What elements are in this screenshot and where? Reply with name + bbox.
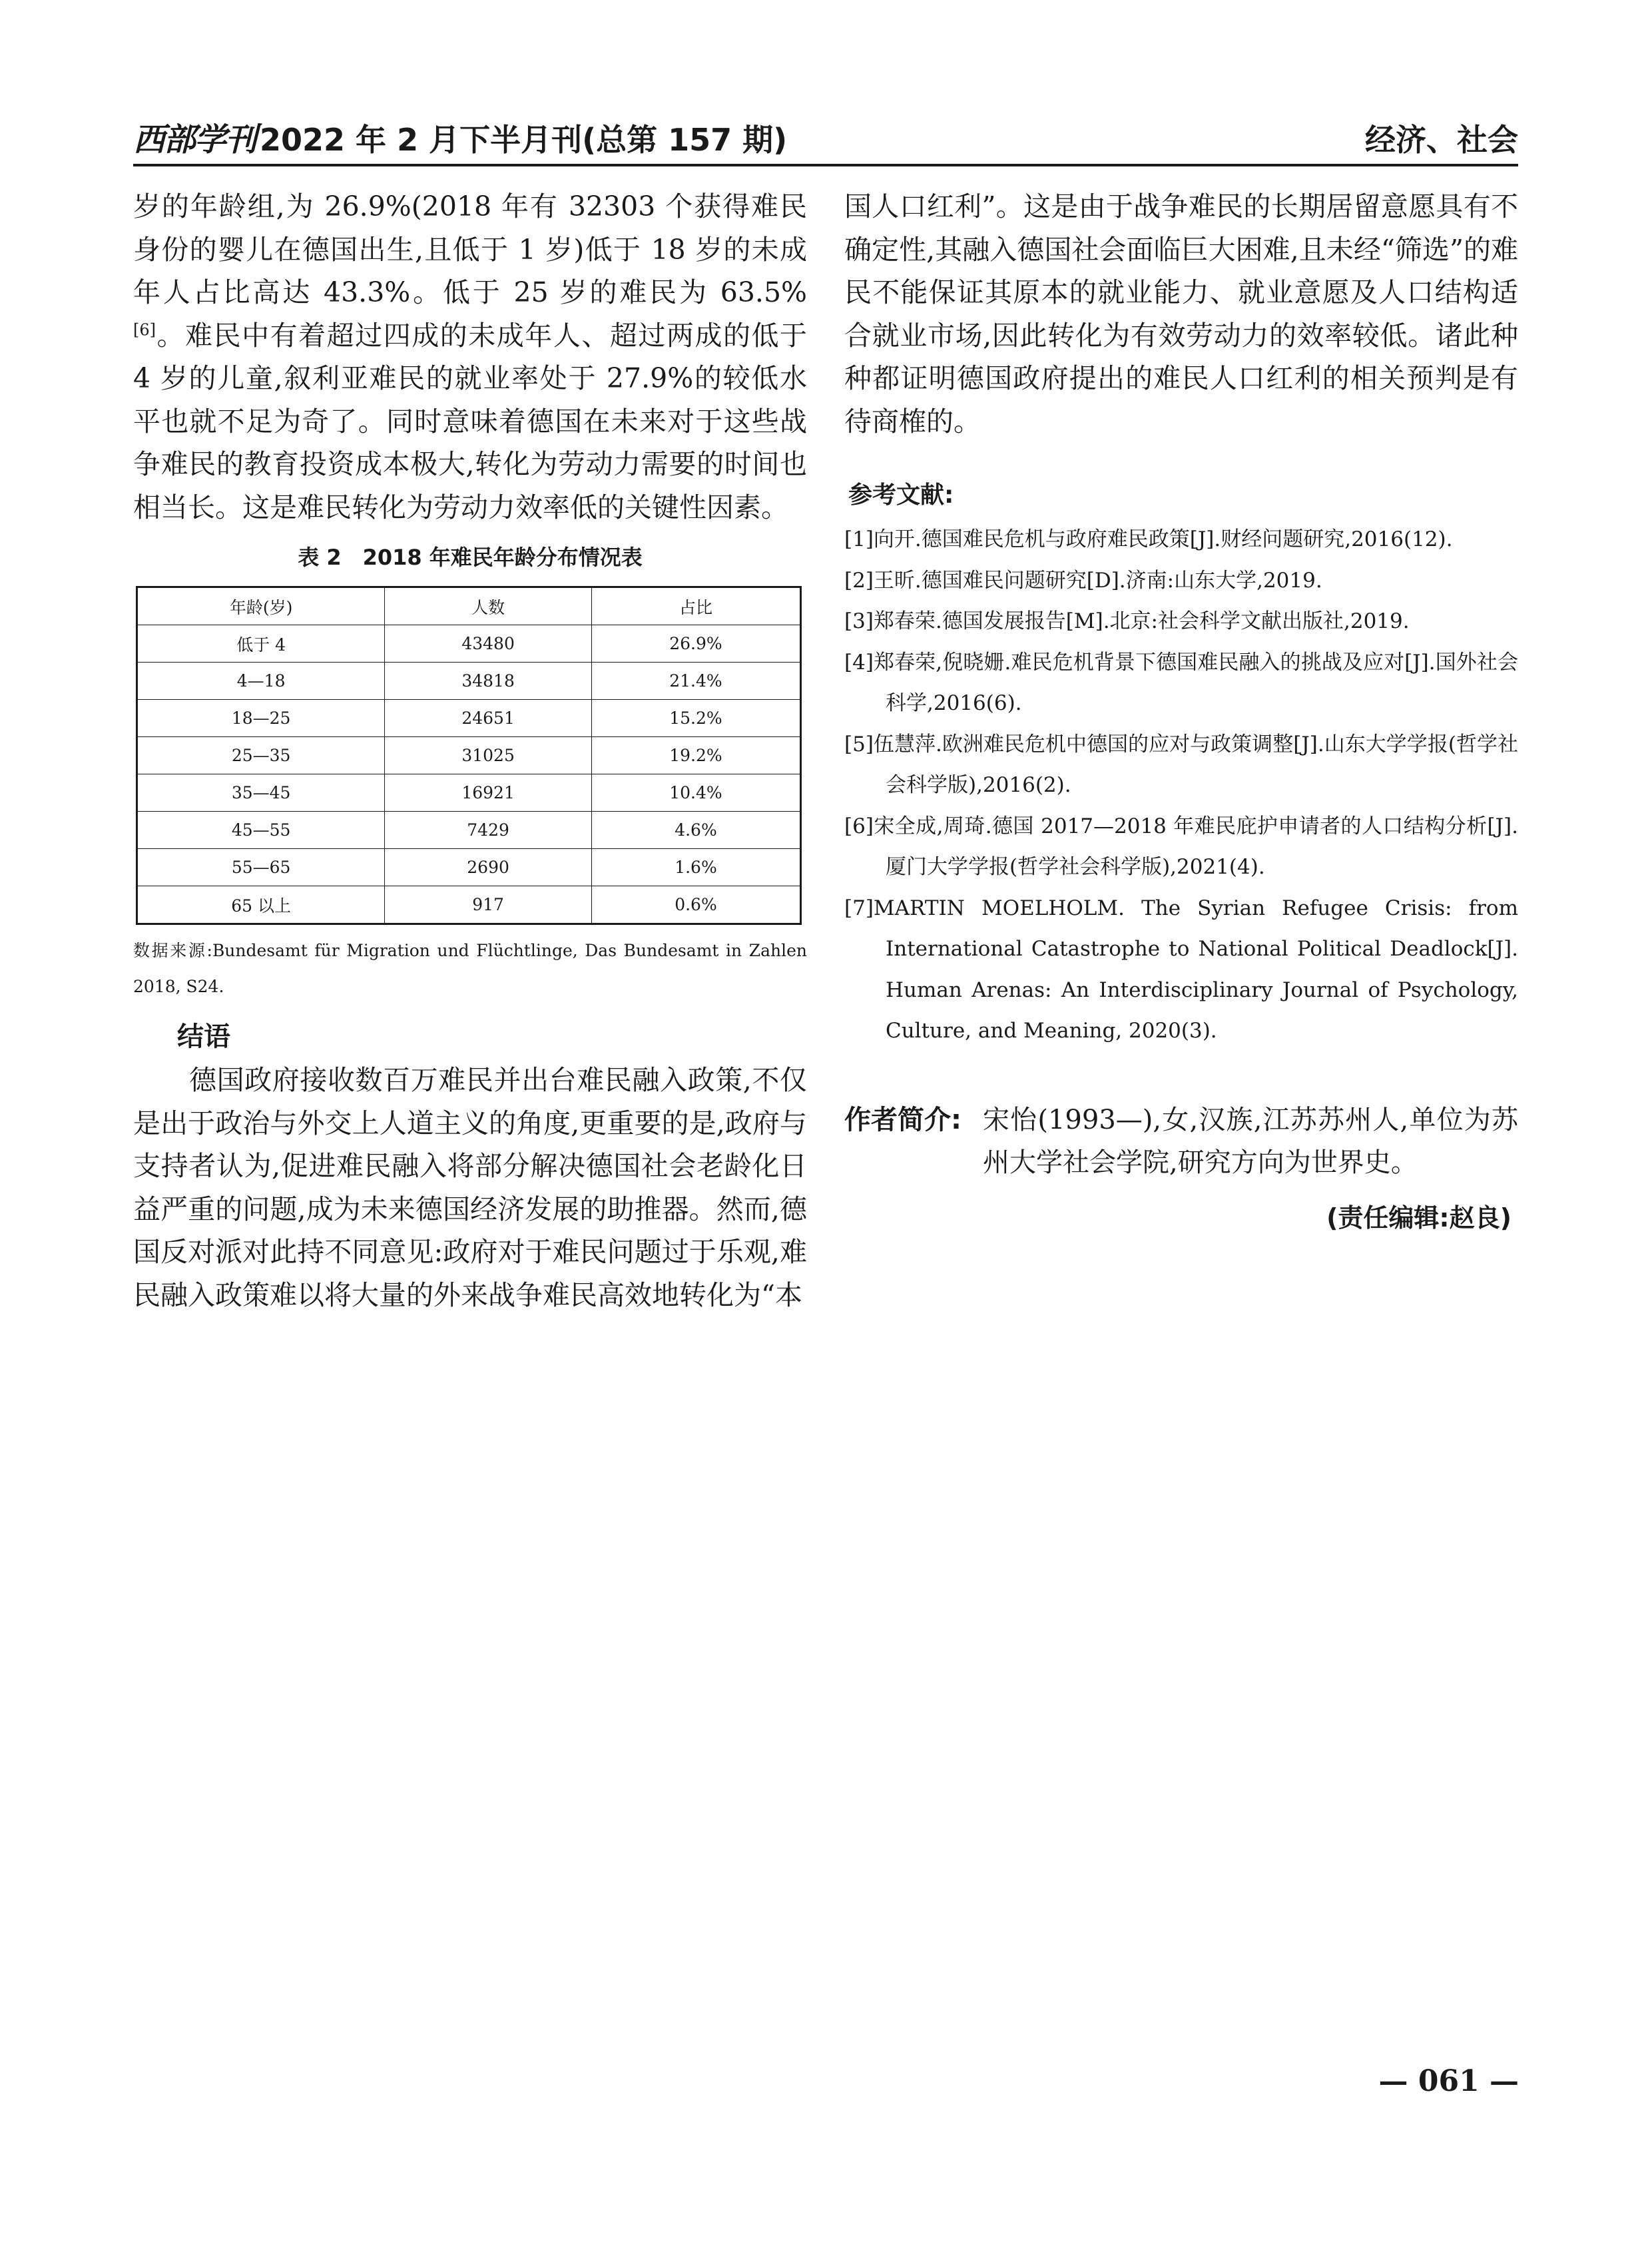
author-bio-label: 作者简介:: [844, 1104, 962, 1135]
table-cell: 2690: [385, 849, 592, 886]
table-cell: 10.4%: [591, 774, 800, 812]
responsible-editor: (责任编辑:赵良): [1326, 1203, 1512, 1233]
body-paragraph: 德国政府接收数百万难民并出台难民融入政策,不仅是出于政治与外交上人道主义的角度,更重要的是,政府与支持者认为,促进难民融入将部分解决德国社会老龄化日益严重的问题,成为未来德国经济发展的助推器。然而,德国反对派对此持不同意见:政府对于难民问题过于乐观,难民融入政策难以将大量的外来战争难民高效地转化为“本: [133, 1064, 807, 1311]
table-cell: 16921: [385, 774, 592, 812]
table-cell: 21.4%: [591, 663, 800, 700]
reference-item: [1]向开.德国难民危机与政府难民政策[J].财经问题研究,2016(12).: [844, 527, 1453, 551]
table-cell: 低于 4: [137, 625, 385, 663]
paragraph-text: 。难民中有着超过四成的未成年人、超过两成的低于 4 岁的儿童,叙利亚难民的就业率处于 27.9%的较低水平也就不足为奇了。同时意味着德国在未来对于这些战争难民的教育投资成本极大,转化为劳动力需要的时间也相当长。这是难民转化为劳动力效率低的关键性因素。: [133, 319, 807, 523]
author-bio: [844, 1099, 1518, 1184]
table-cell: 1.6%: [591, 849, 800, 886]
reference-item: [2]王昕.德国难民问题研究[D].济南:山东大学,2019.: [844, 568, 1322, 593]
table-cell: 7429: [385, 812, 592, 849]
table-source-note: 数据来源:Bundesamt für Migration und Flüchtlinge, Das Bundesamt in Zahlen 2018, S24.: [133, 941, 807, 996]
reference-item: [4]郑春荣,倪晓姗.难民危机背景下德国难民融入的挑战及应对[J].国外社会科学,2016(6).: [844, 650, 1518, 715]
table-cell: 917: [385, 886, 592, 924]
citation-mark[interactable]: [6]: [133, 320, 156, 339]
author-bio-text: 宋怡(1993—),女,汉族,江苏苏州人,单位为苏州大学社会学院,研究方向为世界史。: [983, 1104, 1518, 1178]
left-column: [133, 185, 807, 1316]
table-row: [137, 886, 801, 924]
reference-item: [3]郑春荣.德国发展报告[M].北京:社会科学文献出版社,2019.: [844, 609, 1410, 633]
paragraph-text: 岁的年龄组,为 26.9%(2018 年有 32303 个获得难民身份的婴儿在德国出生,且低于 1 岁)低于 18 岁的未成年人占比高达 43.3%。低于 25 岁的难民为 63.5%: [133, 190, 807, 308]
body-paragraph: [133, 185, 807, 529]
table-cell: 15.2%: [591, 700, 800, 737]
table-cell: 19.2%: [591, 737, 800, 774]
column-header: 占比: [591, 587, 800, 625]
table-row: [137, 812, 801, 849]
table-row: [137, 625, 801, 663]
table-cell: 34818: [385, 663, 592, 700]
table-cell: 25—35: [137, 737, 385, 774]
table-row: [137, 663, 801, 700]
table-cell: 4.6%: [591, 812, 800, 849]
section-title: 经济、社会: [1365, 122, 1518, 158]
header-left: [133, 114, 787, 160]
page-header: [133, 113, 1518, 166]
right-column: [844, 185, 1518, 1234]
table-row: [137, 774, 801, 812]
page-number: — 061 —: [1378, 2064, 1519, 2098]
table-cell: 0.6%: [591, 886, 800, 924]
table-cell: 45—55: [137, 812, 385, 849]
table-row: [137, 849, 801, 886]
table-cell: 26.9%: [591, 625, 800, 663]
table-cell: 4—18: [137, 663, 385, 700]
age-distribution-table: [136, 586, 802, 925]
journal-logo: 西部学刊: [133, 121, 256, 158]
table-row: [137, 737, 801, 774]
issue-info: 2022 年 2 月下半月刊(总第 157 期): [260, 122, 788, 158]
table-cell: 24651: [385, 700, 592, 737]
table-header-row: [137, 587, 801, 625]
table-cell: 65 以上: [137, 886, 385, 924]
reference-item: [6]宋全成,周琦.德国 2017—2018 年难民庇护申请者的人口结构分析[J].厦门大学学报(哲学社会科学版),2021(4).: [844, 814, 1518, 879]
table-cell: 43480: [385, 625, 592, 663]
column-header: 人数: [385, 587, 592, 625]
references-title: 参考文献:: [848, 481, 954, 509]
reference-item: [5]伍慧萍.欧洲难民危机中德国的应对与政策调整[J].山东大学学报(哲学社会科学版),2016(2).: [844, 732, 1518, 797]
table-cell: 31025: [385, 737, 592, 774]
table-cell: 18—25: [137, 700, 385, 737]
section-heading: 结语: [177, 1021, 230, 1052]
column-header: 年龄(岁): [137, 587, 385, 625]
table-caption: 表 2 2018 年难民年龄分布情况表: [298, 545, 643, 570]
table-cell: 55—65: [137, 849, 385, 886]
reference-item: [7]MARTIN MOELHOLM. The Syrian Refugee Crisis: from International Catastrophe to National Political Deadlock[J]. Human Arenas: An Interdisciplinary Journal of Psychology, Culture, and Meaning, 2020(3).: [844, 896, 1518, 1043]
table-row: [137, 700, 801, 737]
body-paragraph: 国人口红利”。这是由于战争难民的长期居留意愿具有不确定性,其融入德国社会面临巨大困难,且未经“筛选”的难民不能保证其原本的就业能力、就业意愿及人口结构适合就业市场,因此转化为有效劳动力的效率较低。诸此种种都证明德国政府提出的难民人口红利的相关预判是有待商榷的。: [844, 190, 1518, 437]
table-cell: 35—45: [137, 774, 385, 812]
